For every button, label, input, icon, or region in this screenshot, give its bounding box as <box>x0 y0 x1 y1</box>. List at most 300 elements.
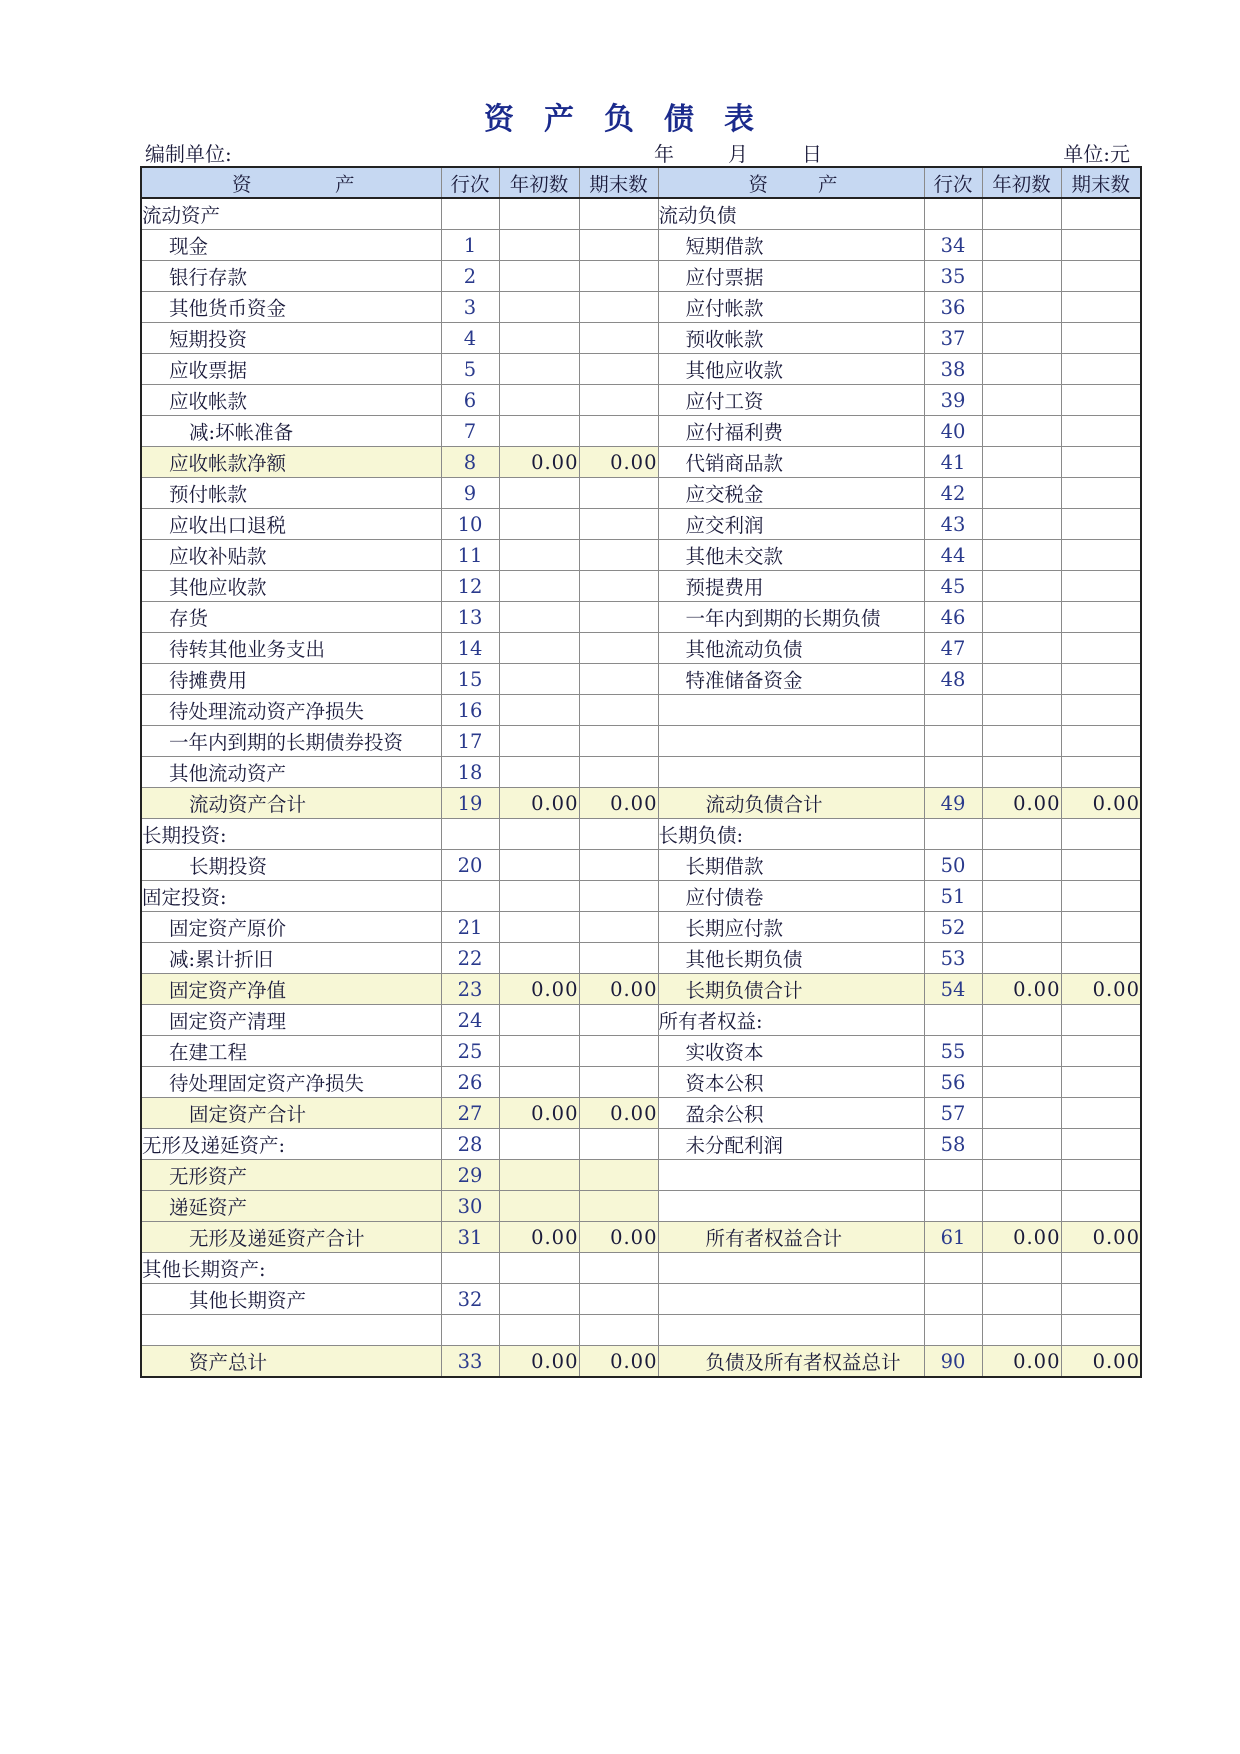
left-item-name: 现金 <box>141 230 441 261</box>
right-end-value: 0.00 <box>1061 1222 1141 1253</box>
left-item-name: 固定资产清理 <box>141 1005 441 1036</box>
left-line-no: 14 <box>441 633 499 664</box>
table-row <box>141 1191 1141 1222</box>
col-header-begin: 年初数 <box>982 167 1061 198</box>
left-end-value <box>579 509 658 540</box>
left-end-value <box>579 602 658 633</box>
left-begin-value <box>499 695 579 726</box>
right-item-name: 应付工资 <box>658 385 924 416</box>
left-item-name: 减:累计折旧 <box>141 943 441 974</box>
right-item-name: 预提费用 <box>658 571 924 602</box>
right-item-name: 长期负债: <box>658 819 924 850</box>
left-begin-value <box>499 943 579 974</box>
left-end-value: 0.00 <box>579 1346 658 1378</box>
right-item-name: 其他应收款 <box>658 354 924 385</box>
right-end-value <box>1061 757 1141 788</box>
table-row <box>141 385 1141 416</box>
left-item-name: 固定资产净值 <box>141 974 441 1005</box>
left-end-value: 0.00 <box>579 788 658 819</box>
right-end-value <box>1061 695 1141 726</box>
left-item-name: 应收出口退税 <box>141 509 441 540</box>
right-begin-value <box>982 509 1061 540</box>
right-end-value <box>1061 850 1141 881</box>
right-line-no: 38 <box>924 354 982 385</box>
right-end-value <box>1061 385 1141 416</box>
left-line-no: 26 <box>441 1067 499 1098</box>
left-begin-value: 0.00 <box>499 1098 579 1129</box>
right-begin-value <box>982 1160 1061 1191</box>
right-begin-value <box>982 1036 1061 1067</box>
right-begin-value <box>982 261 1061 292</box>
right-end-value <box>1061 1129 1141 1160</box>
table-row <box>141 1129 1141 1160</box>
right-item-name: 负债及所有者权益总计 <box>658 1346 924 1378</box>
table-row <box>141 1222 1141 1253</box>
left-item-name: 无形及递延资产合计 <box>141 1222 441 1253</box>
left-end-value <box>579 323 658 354</box>
table-row <box>141 416 1141 447</box>
left-end-value <box>579 819 658 850</box>
right-end-value <box>1061 261 1141 292</box>
balance-sheet-table <box>140 166 1142 1378</box>
report-date <box>654 138 876 167</box>
right-end-value: 0.00 <box>1061 974 1141 1005</box>
left-end-value <box>579 1253 658 1284</box>
right-item-name <box>658 726 924 757</box>
right-end-value <box>1061 571 1141 602</box>
table-row <box>141 602 1141 633</box>
table-row <box>141 1098 1141 1129</box>
left-end-value: 0.00 <box>579 1222 658 1253</box>
left-begin-value <box>499 1191 579 1222</box>
table-row <box>141 912 1141 943</box>
table-row <box>141 354 1141 385</box>
col-header-line-no: 行次 <box>924 167 982 198</box>
left-item-name: 其他应收款 <box>141 571 441 602</box>
right-item-name: 应交利润 <box>658 509 924 540</box>
col-header-liabilities: 资 产 <box>658 167 924 198</box>
left-line-no: 28 <box>441 1129 499 1160</box>
right-end-value <box>1061 602 1141 633</box>
title-char: 负 <box>604 102 636 137</box>
left-end-value <box>579 1067 658 1098</box>
right-begin-value <box>982 881 1061 912</box>
left-begin-value <box>499 571 579 602</box>
table-row <box>141 1315 1141 1346</box>
left-line-no: 33 <box>441 1346 499 1378</box>
left-item-name: 长期投资: <box>141 819 441 850</box>
right-end-value <box>1061 1098 1141 1129</box>
left-end-value <box>579 881 658 912</box>
left-end-value <box>579 478 658 509</box>
left-line-no: 20 <box>441 850 499 881</box>
left-begin-value: 0.00 <box>499 1222 579 1253</box>
left-end-value: 0.00 <box>579 974 658 1005</box>
left-item-name: 银行存款 <box>141 261 441 292</box>
right-end-value <box>1061 1005 1141 1036</box>
right-line-no <box>924 1253 982 1284</box>
left-end-value <box>579 198 658 230</box>
left-line-no: 2 <box>441 261 499 292</box>
col-header-begin: 年初数 <box>499 167 579 198</box>
left-line-no: 12 <box>441 571 499 602</box>
left-end-value <box>579 695 658 726</box>
table-row <box>141 943 1141 974</box>
right-item-name: 实收资本 <box>658 1036 924 1067</box>
right-line-no: 43 <box>924 509 982 540</box>
right-line-no <box>924 1191 982 1222</box>
left-begin-value <box>499 198 579 230</box>
right-item-name: 所有者权益: <box>658 1005 924 1036</box>
left-item-name <box>141 1315 441 1346</box>
left-end-value <box>579 1315 658 1346</box>
left-line-no <box>441 198 499 230</box>
left-begin-value <box>499 819 579 850</box>
right-end-value <box>1061 1067 1141 1098</box>
left-line-no: 25 <box>441 1036 499 1067</box>
left-begin-value: 0.00 <box>499 974 579 1005</box>
right-end-value <box>1061 198 1141 230</box>
right-line-no: 36 <box>924 292 982 323</box>
left-end-value <box>579 850 658 881</box>
page-title <box>0 94 1240 138</box>
right-item-name: 资本公积 <box>658 1067 924 1098</box>
right-begin-value <box>982 385 1061 416</box>
unit-label: 单位:元 <box>1063 142 1130 166</box>
right-begin-value <box>982 664 1061 695</box>
right-begin-value <box>982 478 1061 509</box>
table-row <box>141 478 1141 509</box>
left-begin-value <box>499 1036 579 1067</box>
left-begin-value <box>499 1067 579 1098</box>
right-begin-value <box>982 447 1061 478</box>
left-item-name: 应收帐款 <box>141 385 441 416</box>
right-line-no: 55 <box>924 1036 982 1067</box>
right-end-value <box>1061 1036 1141 1067</box>
right-item-name: 长期借款 <box>658 850 924 881</box>
left-item-name: 无形及递延资产: <box>141 1129 441 1160</box>
right-begin-value <box>982 757 1061 788</box>
right-end-value <box>1061 509 1141 540</box>
right-end-value <box>1061 230 1141 261</box>
left-begin-value <box>499 416 579 447</box>
left-item-name: 应收帐款净额 <box>141 447 441 478</box>
left-end-value <box>579 1129 658 1160</box>
left-line-no <box>441 1315 499 1346</box>
right-line-no: 37 <box>924 323 982 354</box>
right-line-no: 41 <box>924 447 982 478</box>
right-begin-value <box>982 1284 1061 1315</box>
right-line-no: 48 <box>924 664 982 695</box>
left-item-name: 其他长期资产 <box>141 1284 441 1315</box>
left-line-no: 17 <box>441 726 499 757</box>
right-line-no: 50 <box>924 850 982 881</box>
left-end-value <box>579 664 658 695</box>
right-begin-value <box>982 540 1061 571</box>
right-item-name: 应交税金 <box>658 478 924 509</box>
left-line-no: 6 <box>441 385 499 416</box>
left-item-name: 其他长期资产: <box>141 1253 441 1284</box>
right-item-name: 特准储备资金 <box>658 664 924 695</box>
right-begin-value <box>982 292 1061 323</box>
left-line-no <box>441 1253 499 1284</box>
right-item-name: 应付债卷 <box>658 881 924 912</box>
left-begin-value <box>499 881 579 912</box>
right-line-no <box>924 1005 982 1036</box>
left-begin-value <box>499 1253 579 1284</box>
right-begin-value <box>982 416 1061 447</box>
left-line-no: 31 <box>441 1222 499 1253</box>
right-begin-value: 0.00 <box>982 1222 1061 1253</box>
left-begin-value <box>499 1160 579 1191</box>
left-item-name: 固定投资: <box>141 881 441 912</box>
left-begin-value: 0.00 <box>499 447 579 478</box>
title-char: 产 <box>544 102 576 137</box>
left-line-no: 4 <box>441 323 499 354</box>
left-begin-value <box>499 540 579 571</box>
left-line-no: 18 <box>441 757 499 788</box>
right-end-value <box>1061 633 1141 664</box>
right-item-name: 应付票据 <box>658 261 924 292</box>
left-item-name: 递延资产 <box>141 1191 441 1222</box>
right-item-name: 未分配利润 <box>658 1129 924 1160</box>
left-begin-value <box>499 478 579 509</box>
right-begin-value: 0.00 <box>982 788 1061 819</box>
right-begin-value <box>982 1129 1061 1160</box>
left-line-no: 8 <box>441 447 499 478</box>
right-begin-value <box>982 695 1061 726</box>
left-item-name: 存货 <box>141 602 441 633</box>
right-begin-value <box>982 230 1061 261</box>
right-line-no: 56 <box>924 1067 982 1098</box>
left-line-no: 9 <box>441 478 499 509</box>
table-row <box>141 198 1141 230</box>
left-begin-value <box>499 850 579 881</box>
right-item-name <box>658 757 924 788</box>
table-row <box>141 664 1141 695</box>
left-end-value <box>579 1160 658 1191</box>
left-item-name: 待处理固定资产净损失 <box>141 1067 441 1098</box>
left-line-no: 30 <box>441 1191 499 1222</box>
right-begin-value <box>982 571 1061 602</box>
left-end-value <box>579 354 658 385</box>
right-line-no: 34 <box>924 230 982 261</box>
left-begin-value <box>499 292 579 323</box>
left-item-name: 流动资产合计 <box>141 788 441 819</box>
left-item-name: 短期投资 <box>141 323 441 354</box>
right-item-name <box>658 1191 924 1222</box>
col-header-line-no: 行次 <box>441 167 499 198</box>
right-line-no: 40 <box>924 416 982 447</box>
table-row <box>141 1067 1141 1098</box>
right-item-name: 其他长期负债 <box>658 943 924 974</box>
left-item-name: 无形资产 <box>141 1160 441 1191</box>
right-end-value <box>1061 819 1141 850</box>
left-begin-value <box>499 1284 579 1315</box>
left-begin-value: 0.00 <box>499 1346 579 1378</box>
left-begin-value <box>499 602 579 633</box>
right-line-no <box>924 757 982 788</box>
right-end-value <box>1061 1284 1141 1315</box>
left-end-value <box>579 261 658 292</box>
col-header-end: 期末数 <box>1061 167 1141 198</box>
right-line-no: 61 <box>924 1222 982 1253</box>
right-item-name: 所有者权益合计 <box>658 1222 924 1253</box>
table-row <box>141 633 1141 664</box>
table-row <box>141 819 1141 850</box>
right-begin-value <box>982 943 1061 974</box>
right-line-no <box>924 819 982 850</box>
table-row <box>141 230 1141 261</box>
table-body <box>141 198 1141 1377</box>
table-row <box>141 1005 1141 1036</box>
right-begin-value <box>982 323 1061 354</box>
left-end-value <box>579 912 658 943</box>
table-row <box>141 1036 1141 1067</box>
right-begin-value <box>982 602 1061 633</box>
right-line-no: 54 <box>924 974 982 1005</box>
left-line-no: 15 <box>441 664 499 695</box>
right-line-no <box>924 1160 982 1191</box>
right-item-name: 流动负债合计 <box>658 788 924 819</box>
left-line-no: 32 <box>441 1284 499 1315</box>
right-end-value <box>1061 323 1141 354</box>
left-end-value <box>579 292 658 323</box>
right-item-name <box>658 1315 924 1346</box>
left-end-value <box>579 385 658 416</box>
table-row <box>141 850 1141 881</box>
left-item-name: 应收票据 <box>141 354 441 385</box>
left-line-no: 21 <box>441 912 499 943</box>
right-begin-value <box>982 819 1061 850</box>
left-begin-value <box>499 912 579 943</box>
table-row <box>141 695 1141 726</box>
left-line-no <box>441 819 499 850</box>
title-char: 债 <box>664 102 696 137</box>
left-line-no: 29 <box>441 1160 499 1191</box>
table-row <box>141 726 1141 757</box>
right-line-no: 53 <box>924 943 982 974</box>
right-end-value <box>1061 1253 1141 1284</box>
date-year-label: 年 <box>654 142 674 166</box>
left-begin-value <box>499 664 579 695</box>
right-item-name: 一年内到期的长期负债 <box>658 602 924 633</box>
left-item-name: 待处理流动资产净损失 <box>141 695 441 726</box>
left-end-value <box>579 571 658 602</box>
right-item-name <box>658 695 924 726</box>
right-item-name: 代销商品款 <box>658 447 924 478</box>
left-line-no: 7 <box>441 416 499 447</box>
left-line-no: 27 <box>441 1098 499 1129</box>
left-begin-value <box>499 323 579 354</box>
right-line-no: 46 <box>924 602 982 633</box>
right-line-no: 45 <box>924 571 982 602</box>
left-line-no: 5 <box>441 354 499 385</box>
left-item-name: 其他流动资产 <box>141 757 441 788</box>
right-end-value <box>1061 292 1141 323</box>
right-end-value <box>1061 540 1141 571</box>
right-line-no: 58 <box>924 1129 982 1160</box>
left-begin-value <box>499 385 579 416</box>
right-line-no <box>924 695 982 726</box>
right-end-value: 0.00 <box>1061 788 1141 819</box>
left-item-name: 固定资产合计 <box>141 1098 441 1129</box>
right-begin-value <box>982 1005 1061 1036</box>
table-row <box>141 447 1141 478</box>
left-line-no: 19 <box>441 788 499 819</box>
right-line-no: 35 <box>924 261 982 292</box>
right-item-name: 盈余公积 <box>658 1098 924 1129</box>
right-end-value <box>1061 447 1141 478</box>
right-item-name: 其他流动负债 <box>658 633 924 664</box>
table-row <box>141 974 1141 1005</box>
right-line-no: 52 <box>924 912 982 943</box>
left-item-name: 一年内到期的长期债券投资 <box>141 726 441 757</box>
right-end-value <box>1061 416 1141 447</box>
col-header-assets: 资 产 <box>141 167 441 198</box>
title-char: 表 <box>724 102 756 137</box>
left-end-value <box>579 540 658 571</box>
left-line-no: 13 <box>441 602 499 633</box>
table-row <box>141 323 1141 354</box>
left-begin-value <box>499 633 579 664</box>
right-line-no: 42 <box>924 478 982 509</box>
right-begin-value: 0.00 <box>982 974 1061 1005</box>
left-begin-value <box>499 1129 579 1160</box>
right-end-value <box>1061 912 1141 943</box>
compiler-label: 编制单位: <box>145 142 232 166</box>
left-item-name: 其他货币资金 <box>141 292 441 323</box>
left-line-no: 23 <box>441 974 499 1005</box>
right-item-name: 应付福利费 <box>658 416 924 447</box>
right-line-no: 90 <box>924 1346 982 1378</box>
left-end-value <box>579 757 658 788</box>
right-begin-value <box>982 1098 1061 1129</box>
table-row <box>141 1160 1141 1191</box>
right-item-name: 长期负债合计 <box>658 974 924 1005</box>
right-end-value <box>1061 354 1141 385</box>
right-begin-value <box>982 1067 1061 1098</box>
right-end-value <box>1061 881 1141 912</box>
table-header-row <box>141 167 1141 198</box>
left-end-value <box>579 1005 658 1036</box>
left-begin-value <box>499 230 579 261</box>
right-item-name: 应付帐款 <box>658 292 924 323</box>
right-line-no: 39 <box>924 385 982 416</box>
left-line-no: 11 <box>441 540 499 571</box>
right-end-value <box>1061 1191 1141 1222</box>
right-item-name: 其他未交款 <box>658 540 924 571</box>
left-begin-value <box>499 354 579 385</box>
right-line-no <box>924 726 982 757</box>
date-month-label: 月 <box>728 142 748 166</box>
left-line-no <box>441 881 499 912</box>
right-line-no <box>924 1315 982 1346</box>
left-item-name: 固定资产原价 <box>141 912 441 943</box>
left-line-no: 16 <box>441 695 499 726</box>
right-item-name: 短期借款 <box>658 230 924 261</box>
left-end-value: 0.00 <box>579 1098 658 1129</box>
right-line-no: 44 <box>924 540 982 571</box>
right-end-value <box>1061 664 1141 695</box>
left-begin-value <box>499 726 579 757</box>
left-item-name: 待转其他业务支出 <box>141 633 441 664</box>
left-end-value <box>579 633 658 664</box>
left-line-no: 10 <box>441 509 499 540</box>
right-item-name <box>658 1160 924 1191</box>
left-end-value <box>579 416 658 447</box>
right-item-name: 预收帐款 <box>658 323 924 354</box>
